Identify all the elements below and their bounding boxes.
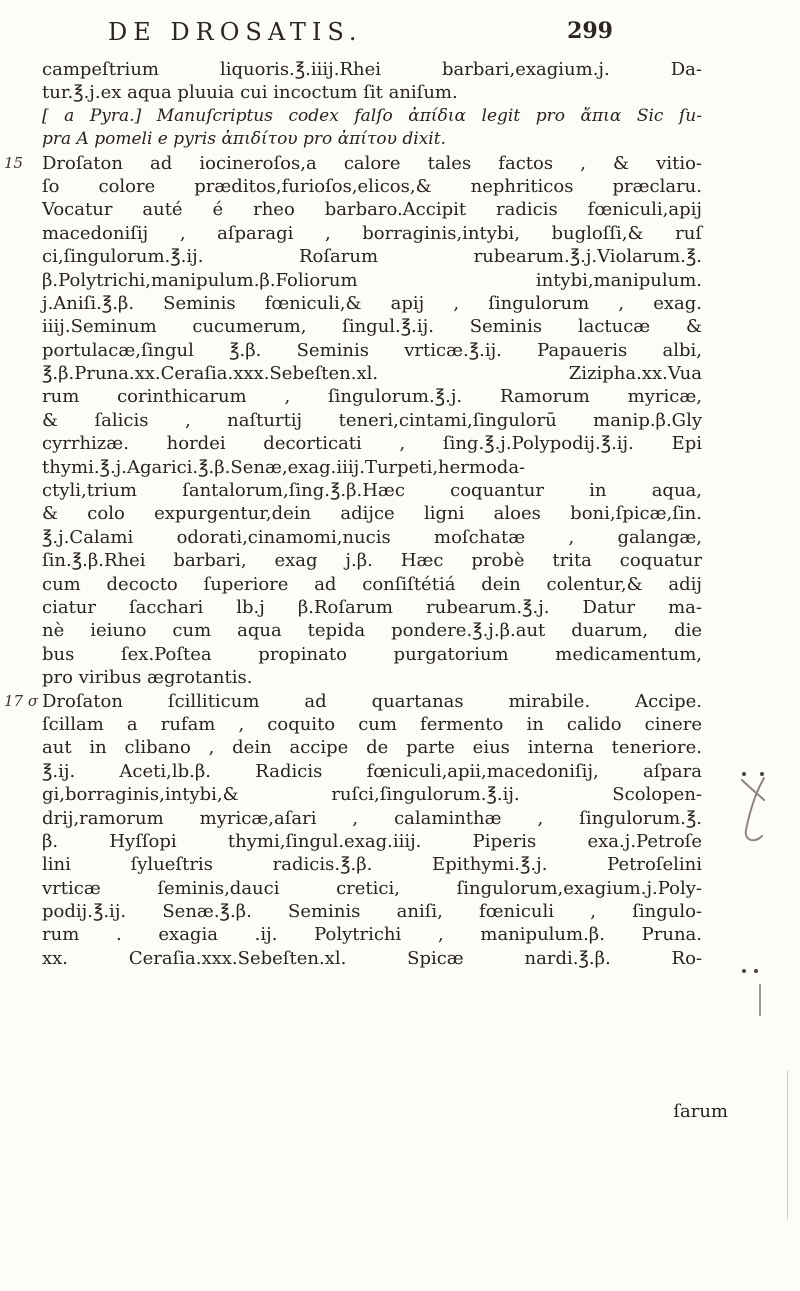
text-line: ctyli,trium ſantalorum,ſing.℥.β.Hæc coquantur in aqua,: [42, 480, 702, 502]
text-line-content: Droſaton ad iocineroſos,a calore tales factos , & vitio-: [42, 152, 702, 174]
text-line: ſin.℥.β.Rhei barbari, exag j.β. Hæc probè trita coquatur: [42, 550, 702, 572]
text-line: podij.℥.ij. Senæ.℥.β. Seminis aniſi, fœniculi , ſingulo-: [42, 901, 702, 923]
text-line: β. Hyſſopi thymi,ſingul.exag.iiij. Piperis exa.j.Petroſe: [42, 830, 702, 852]
text-line: rum corinthicarum , ſingulorum.℥.j. Ramorum myricæ,: [42, 386, 702, 408]
margin-dots-mark: [736, 965, 770, 1025]
line-number: 17 σ: [4, 691, 39, 710]
text-line: drij,ramorum myricæ,aſari , calaminthæ , ſingulorum.℥.: [42, 807, 702, 829]
running-head: DE DROSATIS.: [108, 18, 363, 46]
text-line: ci,ſingulorum.℥.ij. Roſarum rubearum.℥.j.Violarum.℥.: [42, 246, 702, 268]
text-line: ℥.ij. Aceti,lb.β. Radicis fœniculi,apii,macedoniſij, aſpara: [42, 760, 702, 782]
text-line: [4, 152, 702, 175]
text-line-content: Droſaton ſcilliticum ad quartanas mirabile. Accipe.: [42, 690, 702, 712]
text-line: tur.℥.j.ex aqua pluuia cui incoctum ſit aniſum.: [42, 82, 458, 104]
margin-rule: [787, 1070, 788, 1220]
text-line: [4, 690, 702, 713]
text-line: bus ſex.Poſtea propinato purgatorium medicamentum,: [42, 643, 702, 665]
text-line: campeſtrium liquoris.℥.iiij.Rhei barbari,exagium.j. Da-: [42, 59, 702, 80]
handwritten-margin-mark: [736, 770, 770, 850]
text-line: gi,borraginis,intybi,& ruſci,ſingulorum.℥.ij. Scolopen-: [42, 784, 702, 806]
catchword: ſarum: [673, 1101, 728, 1122]
text-line: xx. Ceraſia.xxx.Sebeſten.xl. Spicæ nardi.℥.β. Ro-: [42, 947, 702, 969]
text-line: vrticæ ſeminis,dauci cretici, ſingulorum,exagium.j.Poly-: [42, 877, 702, 899]
main-text: [4, 58, 702, 970]
text-line: j.Aniſi.℥.β. Seminis fœniculi,& apij , ſingulorum , exag.: [42, 292, 702, 314]
text-line: cum decocto ſuperiore ad conſiſtétiá dein colentur,& adij: [42, 573, 702, 595]
marginal-note-line: pra A pomeli e pyris ἀπιδίτου pro ἀπίτου dixit.: [42, 129, 446, 150]
page-number: 299: [567, 18, 613, 44]
marginal-note-line: [ a Pyra.] Manuſcriptus codex falſo ἀπίδια legit pro ἄπια Sic ſu-: [42, 105, 702, 126]
text-line: β.Polytrichi,manipulum.β.Foliorum intybi,manipulum.: [42, 269, 702, 291]
text-line: cyrrhizæ. hordei decorticati , ſing.℥.j.Polypodij.℥.ij. Epi: [42, 433, 702, 455]
text-line: pro viribus ægrotantis.: [42, 667, 253, 689]
line-number: 15: [4, 153, 24, 172]
text-line: ciatur ſacchari lb.j β.Roſarum rubearum.℥.j. Datur ma-: [42, 596, 702, 618]
text-line: ſo colore præditos,furioſos,elicos,& nephriticos præclaru.: [42, 175, 702, 197]
text-line: ℥.j.Calami odorati,cinamomi,nucis moſchatæ , galangæ,: [42, 526, 702, 548]
text-line: rum . exagia .ij. Polytrichi , manipulum.β. Pruna.: [42, 924, 702, 946]
text-line: iiij.Seminum cucumerum, ſingul.℥.ij. Seminis lactucæ &: [42, 316, 702, 338]
text-line: thymi.℥.j.Agarici.℥.β.Senæ,exag.iiij.Turpeti,hermoda-: [42, 456, 526, 478]
text-line: ℥.β.Pruna.xx.Ceraſia.xxx.Sebeſten.xl. Ziziphа.xx.Vua: [42, 363, 702, 385]
text-line: lini ſylueſtris radicis.℥.β. Epithymi.℥.j. Petroſelini: [42, 854, 702, 876]
page-header: [108, 18, 613, 50]
text-line: & ſalicis , naſturtij teneri,cintami,ſingulorū manip.β.Gly: [42, 409, 702, 431]
text-line: portulacæ,ſingul ℥.β. Seminis vrticæ.℥.ij. Papaueris albi,: [42, 339, 702, 361]
text-line: & colo expurgentur,dein adijce ligni aloes boni,ſpicæ,ſin.: [42, 503, 702, 525]
text-line: ſcillam a rufam , coquito cum fermento in calido cinere: [42, 713, 702, 735]
text-line: aut in clibano , dein accipe de parte eius interna teneriore.: [42, 737, 702, 759]
text-line: Vocatur auté é rheo barbaro.Accipit radicis fœniculi,apij: [42, 199, 702, 221]
text-line: macedoniſij , aſparagi , borraginis,intybi, bugloſſi,& ruſ: [42, 222, 702, 244]
text-line: nè ieiuno cum aqua tepida pondere.℥.j.β.aut duarum, die: [42, 620, 702, 642]
